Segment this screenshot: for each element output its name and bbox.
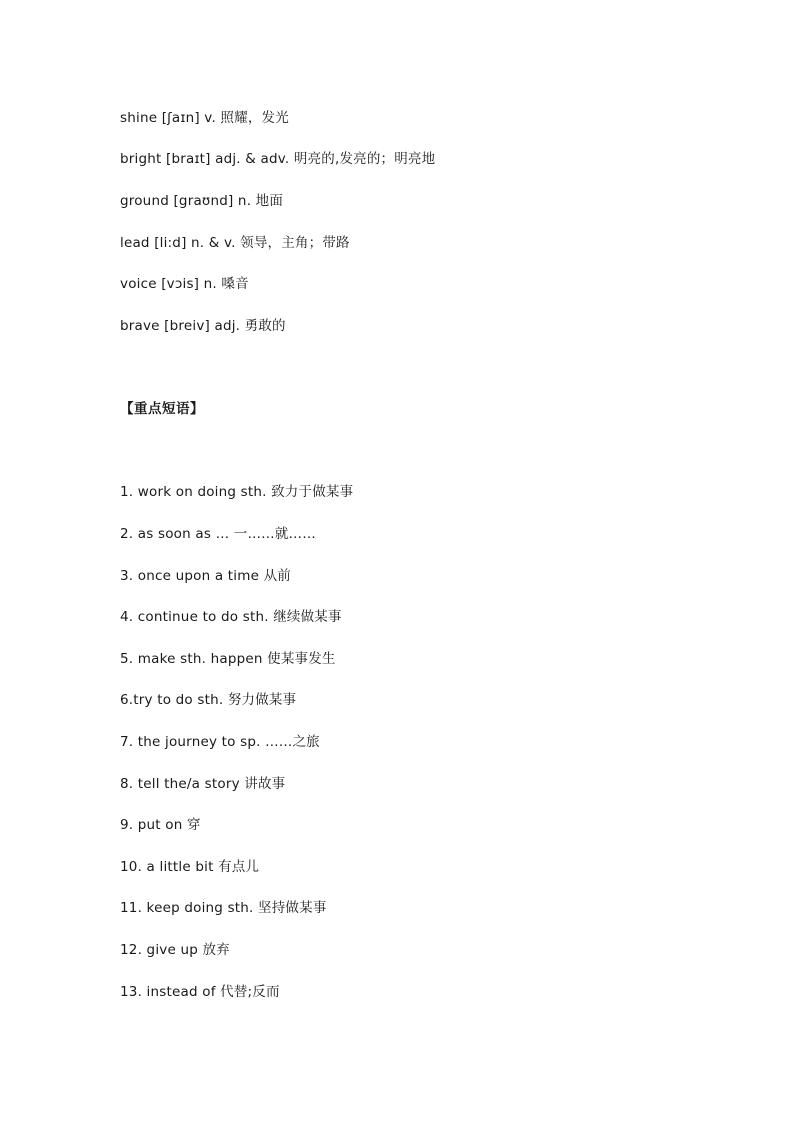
phrase-item-2: 2. as soon as … 一……就……	[120, 526, 316, 542]
phrase-item-12: 12. give up 放弃	[120, 942, 230, 958]
vocab-entry-bright: bright [braɪt] adj. & adv. 明亮的,发亮的；明亮地	[120, 151, 436, 167]
phrases-heading: 【重点短语】	[120, 401, 204, 417]
phrase-item-6: 6.try to do sth. 努力做某事	[120, 692, 297, 708]
phrase-item-4: 4. continue to do sth. 继续做某事	[120, 609, 342, 625]
phrase-item-13: 13. instead of 代替;反而	[120, 984, 280, 1000]
phrase-item-5: 5. make sth. happen 使某事发生	[120, 651, 336, 667]
phrase-item-3: 3. once upon a time 从前	[120, 568, 291, 584]
phrase-item-9: 9. put on 穿	[120, 817, 201, 833]
vocab-entry-shine: shine [ʃaɪn] v. 照耀，发光	[120, 110, 289, 126]
phrase-item-8: 8. tell the/a story 讲故事	[120, 776, 286, 792]
phrase-item-1: 1. work on doing sth. 致力于做某事	[120, 484, 354, 500]
vocab-entry-voice: voice [vɔis] n. 嗓音	[120, 276, 249, 292]
phrase-item-10: 10. a little bit 有点儿	[120, 859, 260, 875]
vocab-entry-ground: ground [graʊnd] n. 地面	[120, 193, 284, 209]
vocab-entry-brave: brave [breiv] adj. 勇敢的	[120, 318, 286, 334]
vocab-entry-lead: lead [li:d] n. & v. 领导，主角；带路	[120, 235, 350, 251]
phrase-item-11: 11. keep doing sth. 坚持做某事	[120, 900, 327, 916]
phrase-item-7: 7. the journey to sp. ……之旅	[120, 734, 320, 750]
